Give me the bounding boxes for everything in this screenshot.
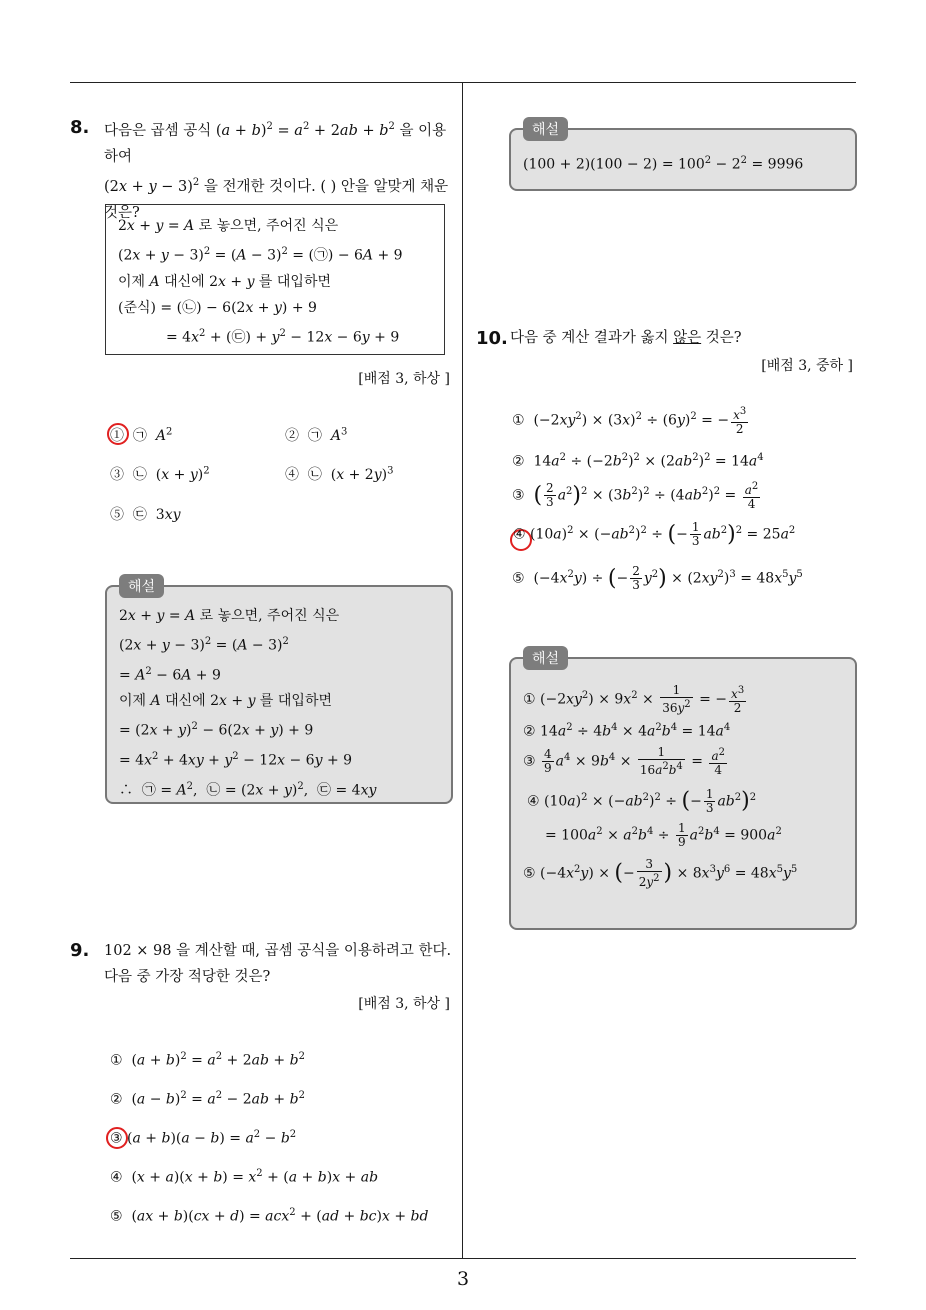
q9-question [104, 938, 459, 990]
q10-sol-line-4: ④ $(10a)^2 \times (-ab^2)^2$ ÷ (− $\frac{1}{3}$ $ab^2)^2$ [527, 787, 757, 816]
q8-question-line-3: 것은? [104, 204, 140, 221]
q8-solution-tag: 해설 [119, 574, 164, 598]
q8-option-2[interactable]: ② ㉠ $A^3$ [285, 426, 348, 444]
column-divider [462, 83, 463, 1259]
q8-option-3[interactable]: ③ ㉡ $(x + y)^2$ [110, 465, 210, 483]
q10-solution [509, 651, 857, 930]
q10-option-2[interactable]: ② $14a^2 \div (-2b^2)^2 \times (2ab^2)^2 = 14a^4$ [512, 452, 764, 470]
q9-option-4[interactable]: ④ $(x + a)(x + b) = x^2 + (a + b)x$ + ab [110, 1168, 379, 1186]
bottom-rule [70, 1258, 856, 1259]
q8-box-line-3: 이제 A 대신에 2x + y 를 대입하면 [118, 273, 332, 290]
q9-question-line-2: 다음 중 가장 적당한 것은? [104, 969, 271, 985]
q8-question-line-1: 다음은 곱셈 공식 $(a + b)^2 = a^2 + 2ab + b^2$ 을 이용하여 [104, 121, 447, 165]
q8-question-line-2: $(2x + y - 3)^2$ 을 전개한 것이다. ( ) 안을 알맞게 채운 [104, 176, 449, 195]
q9-option-3[interactable]: ③ $(a + b)(a - b) = a^2 - b^2$ [110, 1129, 297, 1147]
q8-number: 8. [70, 117, 90, 138]
q10-question-text: 다음 중 계산 결과가 옳지 [510, 330, 674, 346]
q8-box-line-2: $(2x + y - 3)^2 = (A - 3)^2$ = (㉠) − 6A + 9 [118, 246, 403, 264]
q8-sol-line-4: 이제 A 대신에 2x + y 를 대입하면 [119, 693, 333, 710]
q8-sol-line-7: ∴ ㉠ = $A^2$, ㉡ = $(2x + y)^2$, ㉢ = 4xy [119, 780, 377, 799]
q8-box-line-4: (준식) = (㉡) − 6(2x + y) + 9 [118, 299, 317, 316]
q9-option-1[interactable]: ① $(a + b)^2 = a^2 + 2ab + b^2$ [110, 1051, 305, 1069]
q10-solution-tag: 해설 [523, 646, 568, 670]
page-number: 3 [456, 1268, 470, 1290]
q8-box-line-5: = $4x^2$ + (㉢) + $y^2 - 12x - 6y + 9$ [166, 327, 400, 346]
q9-sol-line-1: $(100 + 2)(100 - 2) = 100^2 - 2^2 = 9996$ [523, 155, 804, 173]
q8-sol-line-3: = $A^2 - 6A + 9$ [119, 665, 221, 684]
q10-sol-line-5: = $100a^2 \times a^2b^4$ ÷ $\frac{1}{9}$ $a^2b^4 = 900a^2$ [545, 821, 782, 850]
q9-score: [배점 3, 하상 ] [358, 996, 450, 1012]
q10-question-end: 것은? [701, 330, 742, 346]
q8-option-5[interactable]: ⑤ ㉢ 3xy [110, 507, 181, 523]
q8-option-1[interactable]: ① ㉠ $A^2$ [110, 426, 173, 444]
q9-solution [509, 122, 857, 191]
q8-box-line-1: 2x + y = A 로 놓으면, 주어진 식은 [118, 218, 339, 234]
q10-number: 10. [476, 328, 508, 349]
q8-box [105, 204, 445, 355]
top-rule [70, 82, 856, 83]
q8-sol-line-5: = $(2x + y)^2 - 6(2x + y) + 9$ [119, 721, 314, 739]
q8-score: [배점 3, 하상 ] [358, 371, 450, 387]
q8-sol-line-6: = $4x^2 + 4xy + y^2 - 12x - 6y + 9$ [119, 750, 353, 769]
q10-sol-line-3: ③ $\frac{4}{9}$ $a^4 \times 9b^4$ × $\frac{1}{16a^2b^4}$ = $\frac{a^2}{4}$ [523, 744, 725, 777]
q9-question-line-1: 102 × 98 을 계산할 때, 곱셈 공식을 이용하려고 한다. [104, 943, 452, 959]
q10-score: [배점 3, 중하 ] [761, 358, 853, 374]
q9-number: 9. [70, 940, 90, 961]
q10-sol-line-2: ② $14a^2 \div 4b^4 \times 4a^2b^4 = 14a^4$ [523, 722, 731, 740]
q10-question-underlined: 않은 [673, 330, 702, 346]
q9-option-2[interactable]: ② $(a - b)^2 = a^2 - 2ab + b^2$ [110, 1090, 305, 1108]
q10-option-4[interactable]: ④ $(10a)^2 \times (-ab^2)^2$ ÷ (− $\frac{1}{3}$ $ab^2)^2 = 25a^2$ [513, 520, 796, 548]
q8-sol-line-1: 2x + y = A 로 놓으면, 주어진 식은 [119, 608, 340, 624]
q10-option-5[interactable]: ⑤ $(-4x^2y)$ ÷ (− $\frac{2}{3}$ $y^2) \times (2xy^2)^3 = 48x^5y^5$ [512, 564, 803, 592]
q8-sol-line-2: $(2x + y - 3)^2 = (A - 3)^2$ [119, 636, 289, 654]
q10-question [510, 325, 742, 351]
q10-sol-line-1: ① $(-2xy^2) \times 9x^2$ × $\frac{1}{36y^2}$ = − $\frac{x^3}{2}$ [523, 683, 745, 716]
q9-option-5[interactable]: ⑤ (ax + b)(cx + d) = acx$^2$ + (ad + bc)x + bd [110, 1207, 429, 1225]
q10-sol-line-6: ⑤ $(-4x^2y)$ × (− $\frac{3}{2y^2}$ ) × $8x^3y^6 = 48x^5y^5$ [523, 857, 798, 890]
q9-solution-tag: 해설 [523, 117, 568, 141]
q8-option-4[interactable]: ④ ㉡ $(x + 2y)^3$ [285, 465, 394, 483]
q10-option-3[interactable]: ③ ( $\frac{2}{3}$ $a^2)^2 \times (3b^2)^2 \div (4ab^2)^2$ = $\frac{a^2}{4}$ [512, 481, 759, 511]
q8-solution [105, 579, 453, 804]
q10-option-1[interactable]: ① $(-2xy^2) \times (3x)^2 \div (6y)^2$ = − $\frac{x^3}{2}$ [512, 406, 747, 436]
